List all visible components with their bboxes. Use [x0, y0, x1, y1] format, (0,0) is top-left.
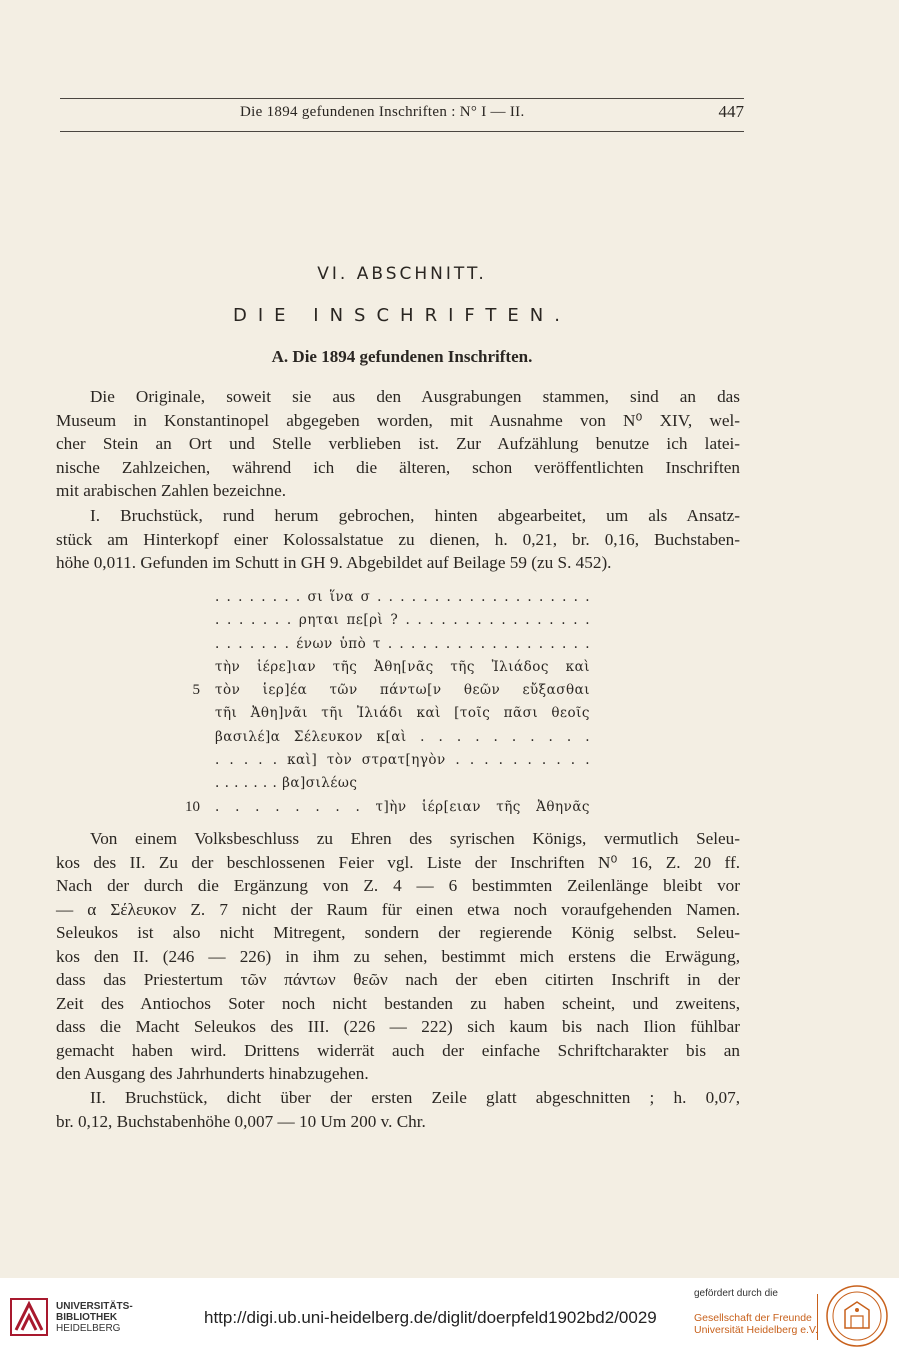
text-line: dass das Priestertum τῶν πάντων θεῶν nach der eben citirten Inschrift in der	[56, 970, 740, 989]
text-line: nische Zahlzeichen, während ich die älteren, schon veröffentlichten Inschriften	[56, 457, 740, 477]
section-title: VI. ABSCHNITT.	[317, 264, 487, 284]
inscription-text: . . . . . . . βα]σιλέως	[215, 775, 358, 792]
paragraph-fragment-1	[56, 504, 740, 575]
sponsor-block	[694, 1288, 818, 1336]
text-line: Museum in Konstantinopel abgegeben worden, mit Ausnahme von N⁰ XIV, wel-	[56, 410, 740, 430]
inscription-line	[170, 656, 590, 679]
library-name	[56, 1301, 133, 1334]
chapter-title: DIE INSCHRIFTEN.	[233, 305, 571, 326]
header-rule-bottom	[60, 131, 744, 132]
inscription-line	[170, 702, 590, 725]
text-line: stück am Hinterkopf einer Kolossalstatue zu dienen, h. 0,21, br. 0,16, Buchstaben-	[56, 529, 740, 549]
inscription-text: . . . . . . . . τ]ὴν ἱέρ[ειαν τῆς Ἀθηνᾶς	[215, 798, 590, 815]
sponsor-org-line: Gesellschaft der Freunde	[694, 1312, 812, 1324]
subsection-title: A. Die 1894 gefundenen Inschriften.	[271, 347, 533, 366]
inscription-text: τὸν ἱερ]έα τῶν πάντω[ν θεῶν εὔξασθαι	[215, 682, 590, 699]
line-number: 5	[192, 682, 200, 699]
text-line: Nach der durch die Ergänzung von Z. 4 — 6 bestimmten Zeilenlänge bleibt vor	[56, 876, 740, 895]
text-line: höhe 0,011. Gefunden im Schutt in GH 9. Abgebildet auf Beilage 59 (zu S. 452).	[56, 553, 612, 572]
text-line: kos des II. Zu der beschlossenen Feier vgl. Liste der Inschriften N⁰ 16, Z. 20 ff.	[56, 852, 740, 872]
text-line: mit arabischen Zahlen bezeichne.	[56, 481, 287, 500]
library-name-line: HEIDELBERG	[56, 1323, 121, 1334]
text-line: I. Bruchstück, rund herum gebrochen, hinten abgearbeitet, um als Ansatz-	[90, 506, 740, 525]
text-line: Seleukos ist also nicht Mitregent, sondern der regierende König selbst. Seleu-	[56, 923, 740, 942]
text-line: gemacht haben wird. Drittens widerrät auch der einfache Schriftcharakter bis an	[56, 1040, 740, 1060]
permalink-url[interactable]: http://digi.ub.uni-heidelberg.de/diglit/doerpfeld1902bd2/0029	[204, 1308, 657, 1327]
text-line: Zeit des Antiochos Soter noch nicht bestanden zu haben scheint, und zweitens,	[56, 993, 740, 1013]
running-title: Die 1894 gefundenen Inschriften : N° I — II.	[240, 104, 525, 120]
inscription-line	[170, 749, 590, 772]
inscription-text: . . . . . . . . σι ἵνα σ . . . . . . . . . . . . . . . . . . .	[215, 589, 590, 605]
inscription-line	[170, 796, 590, 819]
line-number: 10	[185, 798, 200, 815]
inscription-text: τῆι Ἀθη]νᾶι τῆι Ἰλιάδι καὶ [τοῖς πᾶσι θεοῖς	[215, 705, 590, 722]
inscription-text: βασιλέ]α Σέλευκον κ[αὶ . . . . . . . . . .	[215, 728, 590, 745]
sponsor-intro: gefördert durch die	[694, 1288, 778, 1299]
inscription-text: . . . . . καὶ] τὸν στρατ[ηγὸν . . . . . . . . . .	[215, 752, 590, 769]
inscription-line	[170, 772, 590, 795]
university-seal-icon	[825, 1284, 889, 1348]
library-name-line: BIBLIOTHEK	[56, 1312, 118, 1323]
text-line: Die Originale, soweit sie aus den Ausgrabungen stammen, sind an das	[90, 387, 740, 406]
inscription-text: . . . . . . . ένων ὑπὸ τ . . . . . . . . . . . . . . . . . .	[215, 635, 590, 652]
inscription-line	[170, 633, 590, 656]
paragraph-fragment-2	[56, 1086, 740, 1133]
text-line: den Ausgang des Jahrhunderts hinabzugehen.	[56, 1064, 369, 1083]
inscription-line	[170, 609, 590, 632]
page-number: 447	[718, 102, 744, 121]
inscription-text: . . . . . . . ρηται πε[ρὶ ? . . . . . . . . . . . . . . . .	[215, 612, 590, 629]
library-logo-icon	[10, 1298, 48, 1336]
sponsor-organization	[694, 1312, 818, 1336]
text-line: — α Σέλευκον Z. 7 nicht der Raum für einen etwa noch voraufgehenden Namen.	[56, 899, 740, 919]
greek-inscription	[170, 586, 590, 819]
inscription-line	[170, 679, 590, 702]
inscription-text: τὴν ἱέρε]ιαν τῆς Ἀθη[νᾶς τῆς Ἰλιάδος καὶ	[215, 658, 590, 675]
text-line: II. Bruchstück, dicht über der ersten Zeile glatt abgeschnitten ; h. 0,07,	[90, 1088, 740, 1107]
inscription-line	[170, 586, 590, 609]
inscription-line	[170, 726, 590, 749]
paragraph-originals	[56, 385, 740, 503]
running-head	[60, 104, 744, 126]
paragraph-commentary	[56, 827, 740, 1086]
footer-divider	[817, 1294, 818, 1340]
text-line: cher Stein an Ort und Stelle verblieben ist. Zur Aufzählung benutze ich latei-	[56, 434, 740, 453]
text-line: kos den II. (246 — 226) in ihm zu sehen, bestimmt mich erstens die Erwägung,	[56, 946, 740, 966]
digitization-footer	[0, 1278, 899, 1354]
text-line: Von einem Volksbeschluss zu Ehren des syrischen Königs, vermutlich Seleu-	[90, 829, 740, 848]
library-name-line: UNIVERSITÄTS-	[56, 1301, 133, 1312]
sponsor-org-line: Universität Heidelberg e.V.	[694, 1324, 818, 1336]
header-rule-top	[60, 98, 744, 99]
text-line: dass die Macht Seleukos des III. (226 — 222) sich kaum bis nach Ilion fühlbar	[56, 1017, 740, 1036]
text-line: br. 0,12, Buchstabenhöhe 0,007 — 10 Um 200 v. Chr.	[56, 1111, 426, 1131]
